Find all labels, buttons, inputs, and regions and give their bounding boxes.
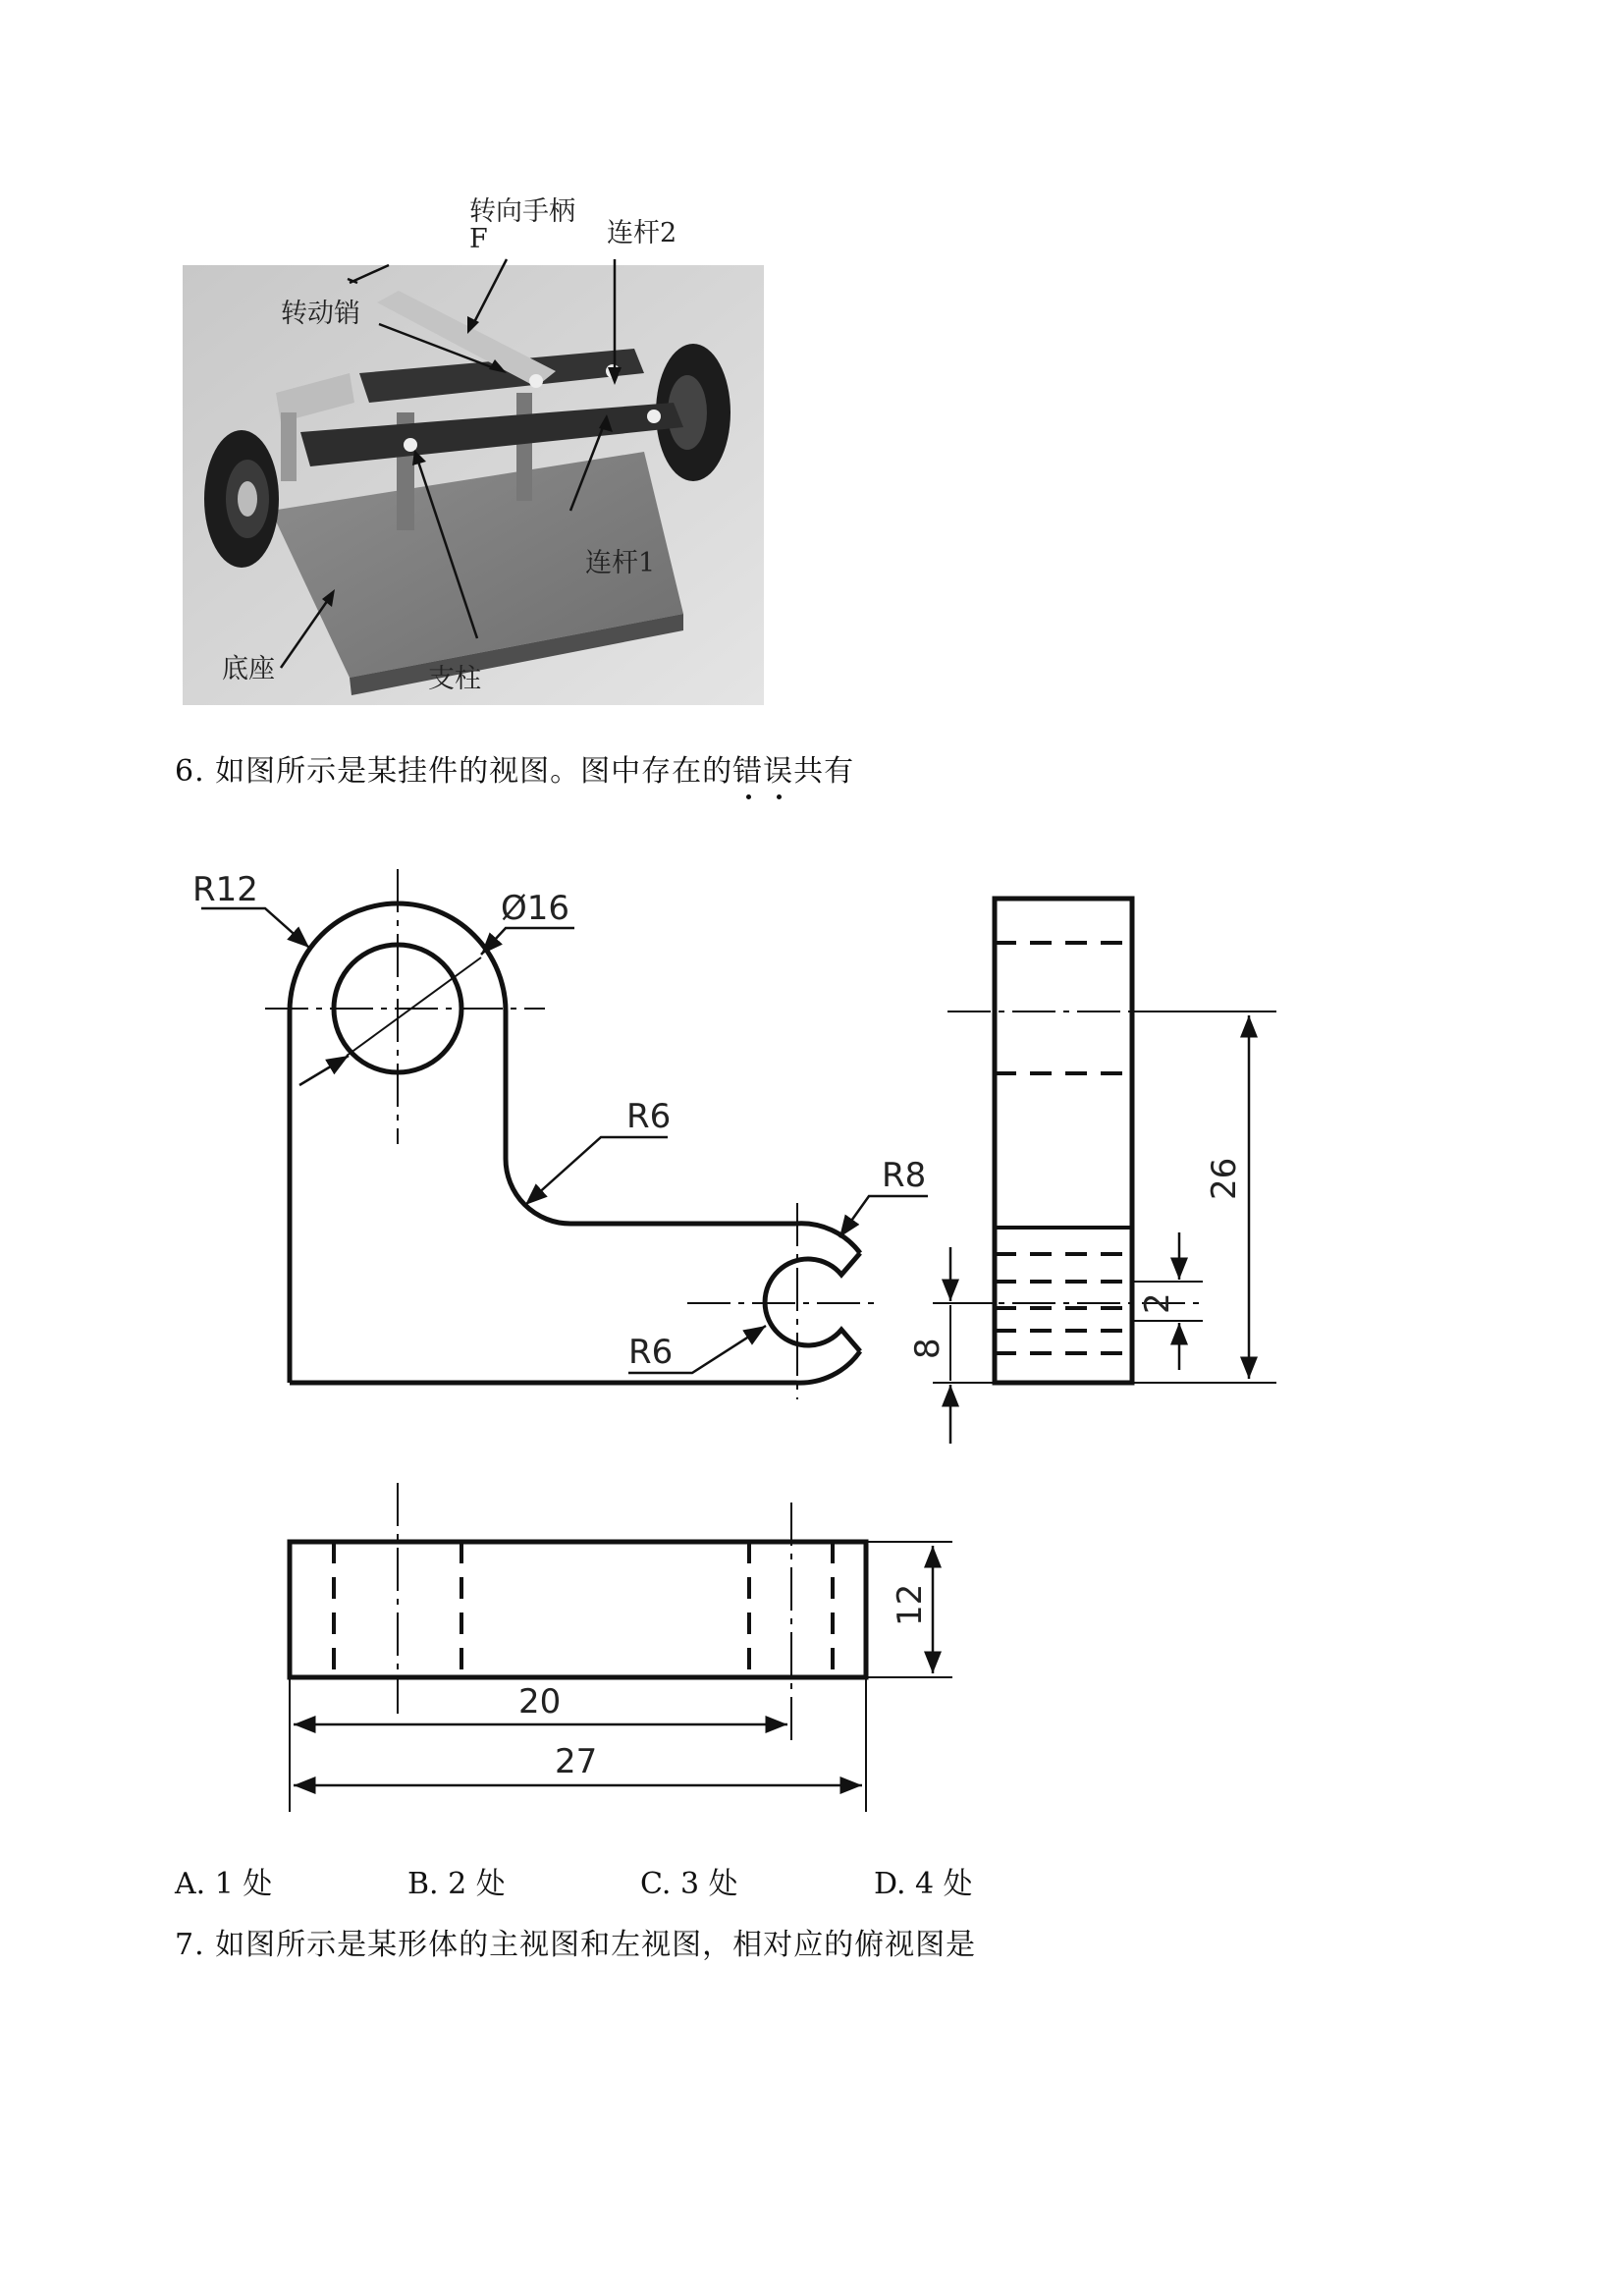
option-b[interactable]: B. 2 处 xyxy=(407,1867,506,1901)
q6-emph-2: 误 xyxy=(763,746,793,790)
q6-text-after: 共有 xyxy=(793,754,855,789)
label-dim-26: 26 xyxy=(1205,1157,1244,1200)
label-handle: 转向手柄 xyxy=(469,196,575,227)
option-d[interactable]: D. 4 处 xyxy=(874,1867,973,1901)
label-force: F xyxy=(469,224,488,254)
label-link2: 连杆2 xyxy=(607,218,677,248)
option-a[interactable]: A. 1 处 xyxy=(175,1867,273,1901)
label-link1: 连杆1 xyxy=(585,548,656,578)
label-pin: 转动销 xyxy=(281,299,360,329)
label-dim-20: 20 xyxy=(518,1682,562,1722)
question-7: 7. 如图所示是某形体的主视图和左视图，相对应的俯视图是 xyxy=(175,1928,977,1962)
label-r12: R12 xyxy=(192,870,258,909)
label-dim-2: 2 xyxy=(1138,1292,1177,1314)
q6-emph-1: 错 xyxy=(732,746,763,790)
label-base: 底座 xyxy=(222,654,275,684)
label-r6-lower: R6 xyxy=(628,1333,674,1372)
option-c[interactable]: C. 3 处 xyxy=(640,1867,738,1901)
label-r8: R8 xyxy=(882,1156,927,1195)
label-dim-8: 8 xyxy=(908,1338,947,1359)
label-dim-12: 12 xyxy=(891,1583,930,1626)
label-d16: Ø16 xyxy=(501,889,570,928)
label-r6-upper: R6 xyxy=(626,1097,672,1136)
label-dim-27: 27 xyxy=(555,1742,598,1781)
top-view-outline xyxy=(290,1542,866,1677)
side-view-outline xyxy=(995,899,1132,1383)
q6-text-before: 6. 如图所示是某挂件的视图。图中存在的 xyxy=(175,754,733,789)
label-post: 支柱 xyxy=(428,664,481,694)
front-view-outline xyxy=(290,903,860,1383)
